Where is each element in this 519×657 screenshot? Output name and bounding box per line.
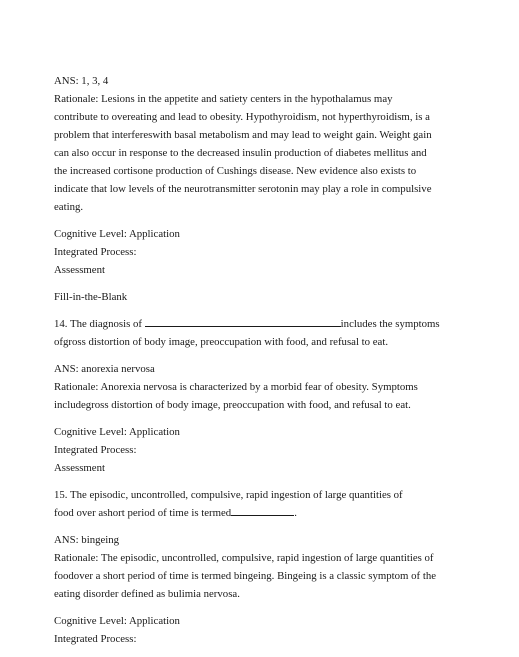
integrated-process-label: Integrated Process:: [54, 246, 137, 258]
section-heading: Fill-in-the-Blank: [54, 291, 128, 303]
q14-meta-block: [54, 423, 474, 477]
section-heading-block: [54, 288, 474, 306]
q13-answer-block: [54, 72, 474, 216]
integrated-process-value: Assessment: [54, 462, 105, 474]
q15-answer-block: [54, 531, 474, 603]
rationale-line: Rationale: Lesions in the appetite and satiety centers in the hypothalamus may: [54, 93, 393, 105]
cognitive-level: Cognitive Level: Application: [54, 426, 180, 438]
cognitive-level: Cognitive Level: Application: [54, 615, 180, 627]
question-stem-line: [54, 315, 474, 333]
rationale-line: includegross distortion of body image, preoccupation with food, and refusal to eat.: [54, 399, 411, 411]
answer-line: ANS: bingeing: [54, 534, 120, 546]
answer-line: ANS: 1, 3, 4: [54, 75, 109, 87]
rationale-line: eating disorder defined as bulimia nervosa.: [54, 588, 240, 600]
question-stem-line: [54, 504, 474, 522]
rationale-line: Rationale: Anorexia nervosa is characterized by a morbid fear of obesity. Symptoms: [54, 381, 418, 393]
q14-answer-block: [54, 360, 474, 414]
question-stem-line: 15. The episodic, uncontrolled, compulsive, rapid ingestion of large quantities of: [54, 489, 403, 501]
rationale-line: foodover a short period of time is termed bingeing. Bingeing is a classic symptom of the: [54, 570, 437, 582]
question-stem-line: ofgross distortion of body image, preoccupation with food, and refusal to eat.: [54, 336, 389, 348]
rationale-line: can also occur in response to the decreased insulin production of diabetes mellitus and: [54, 147, 427, 159]
fill-in-blank: [145, 316, 341, 327]
integrated-process-value: Assessment: [54, 264, 105, 276]
document-page: [54, 72, 474, 657]
answer-line: ANS: anorexia nervosa: [54, 363, 155, 375]
question-stem-suffix: .: [294, 507, 297, 519]
rationale-line: problem that interfereswith basal metabolism and may lead to weight gain. Weight gain: [54, 129, 432, 141]
question-stem-suffix: includes the symptoms: [340, 318, 440, 330]
q15-meta-block: [54, 612, 474, 648]
fill-in-blank: [231, 505, 294, 516]
q15-question-block: [54, 486, 474, 522]
question-stem-prefix: food over ashort period of time is termed: [54, 507, 232, 519]
q13-meta-block: [54, 225, 474, 279]
rationale-line: eating.: [54, 201, 84, 213]
integrated-process-label: Integrated Process:: [54, 633, 137, 645]
rationale-line: indicate that low levels of the neurotransmitter serotonin may play a role in compulsive: [54, 183, 432, 195]
integrated-process-label: Integrated Process:: [54, 444, 137, 456]
rationale-line: the increased cortisone production of Cushings disease. New evidence also exists to: [54, 165, 417, 177]
rationale-line: Rationale: The episodic, uncontrolled, compulsive, rapid ingestion of large quantities of: [54, 552, 434, 564]
question-stem-prefix: 14. The diagnosis of: [54, 318, 145, 330]
q14-question-block: [54, 315, 474, 351]
rationale-line: contribute to overeating and lead to obesity. Hypothyroidism, not hyperthyroidism, is a: [54, 111, 430, 123]
cognitive-level: Cognitive Level: Application: [54, 228, 180, 240]
